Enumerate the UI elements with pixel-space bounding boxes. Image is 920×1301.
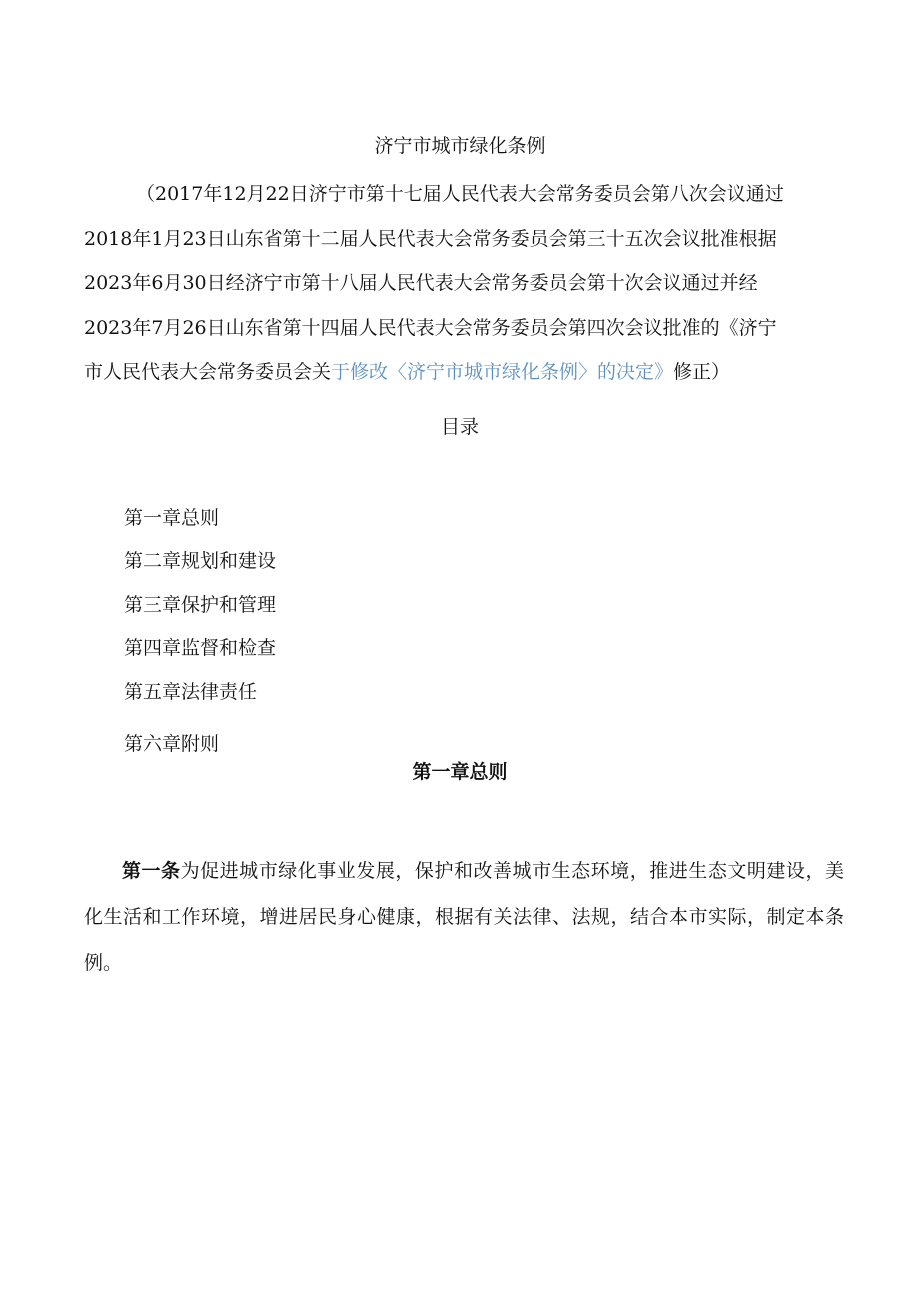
preamble-line (84, 350, 844, 395)
toc-item[interactable]: 第二章规划和建设 (124, 550, 277, 572)
document-title: 济宁市城市绿化条例 (374, 135, 546, 157)
preamble-line: 2023年7月26日山东省第十四届人民代表大会常务委员会第四次会议批准的《济宁 (84, 316, 777, 339)
article-text: 为促进城市绿化事业发展，保护和改善城市生态环境，推进生态文明建设，美化生活和工作环境，增进居民身心健康，根据有关法律、法规，结合本市实际，制定本条例。 (84, 860, 844, 974)
toc-item[interactable]: 第三章保护和管理 (124, 594, 277, 616)
toc-heading: 目录 (440, 416, 479, 438)
article-paragraph (84, 848, 844, 986)
preamble-line: 2018年1月23日山东省第十二届人民代表大会常务委员会第三十五次会议批准根据 (84, 227, 777, 250)
preamble-text: 市人民代表大会常务委员会关 (84, 361, 332, 383)
amendment-decision-link[interactable]: 于修改〈济宁市城市绿化条例〉的决定》 (331, 361, 674, 383)
chapter-heading: 第一章总则 (412, 761, 508, 783)
preamble-text: 修正） (673, 361, 731, 383)
preamble (84, 172, 844, 395)
article-label: 第一条 (122, 860, 181, 882)
preamble-line: （2017年12月22日济宁市第十七届人民代表大会常务委员会第八次会议通过 (136, 183, 784, 205)
toc-item[interactable]: 第一章总则 (124, 507, 220, 529)
toc-item[interactable]: 第四章监督和检查 (124, 637, 277, 659)
toc-item[interactable]: 第六章附则 (124, 733, 220, 755)
toc-item[interactable]: 第五章法律责任 (124, 681, 258, 703)
preamble-line: 2023年6月30日经济宁市第十八届人民代表大会常务委员会第十次会议通过并经 (84, 272, 758, 294)
